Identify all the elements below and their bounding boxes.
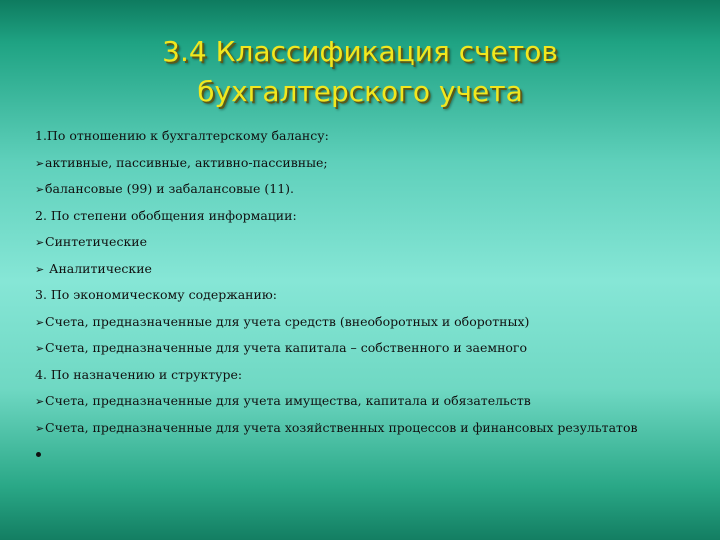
list-item — [35, 127, 695, 154]
arrowhead-bullet-icon: ➢ — [35, 262, 45, 276]
list-item — [35, 180, 695, 207]
round-bullet-icon — [36, 452, 41, 457]
arrowhead-bullet-icon: ➢ — [35, 183, 45, 196]
slide-title — [0, 32, 720, 112]
arrowhead-bullet-icon: ➢ — [35, 236, 45, 249]
list-item — [35, 392, 695, 419]
list-item-text: 4. По назначению и структуре: — [35, 366, 243, 382]
arrowhead-bullet-icon: ➢ — [35, 342, 45, 355]
list-item — [35, 419, 695, 446]
list-item — [35, 233, 695, 260]
list-item-text: 1.По отношению к бухгалтерскому балансу: — [35, 128, 329, 143]
list-item-text: активные, пассивные, активно-пассивные; — [45, 154, 328, 170]
list-item — [35, 286, 695, 313]
list-item-text: Счета, предназначенные для учета хозяйственных процессов и финансовых результатов — [45, 419, 638, 435]
list-item-text: Счета, предназначенные для учета капитала – собственного и заемного — [45, 340, 528, 355]
list-item — [35, 366, 695, 393]
list-item-text: Аналитические — [45, 260, 152, 276]
arrowhead-bullet-icon: ➢ — [35, 395, 45, 408]
slide-title-line-1: 3.4 Классификация счетов — [162, 35, 558, 68]
list-item — [35, 339, 695, 366]
list-item — [35, 313, 695, 340]
list-item-text: Счета, предназначенные для учета средств (внеоборотных и оборотных) — [45, 313, 530, 329]
arrowhead-bullet-icon: ➢ — [35, 156, 45, 170]
list-item — [35, 207, 695, 234]
list-item — [35, 260, 695, 287]
list-item-text: Счета, предназначенные для учета имущества, капитала и обязательств — [45, 393, 531, 408]
list-item-text: балансовые (99) и забалансовые (11). — [45, 181, 295, 196]
arrowhead-bullet-icon: ➢ — [35, 421, 45, 435]
list-item-text: Синтетические — [45, 234, 147, 249]
slide-content-list — [35, 127, 695, 472]
list-item — [35, 154, 695, 181]
arrowhead-bullet-icon: ➢ — [35, 315, 45, 329]
list-item-text: 2. По степени обобщения информации: — [35, 207, 297, 223]
slide-title-line-2: бухгалтерского учета — [197, 75, 523, 108]
list-item — [35, 445, 695, 472]
list-item-text: 3. По экономическому содержанию: — [35, 287, 277, 302]
